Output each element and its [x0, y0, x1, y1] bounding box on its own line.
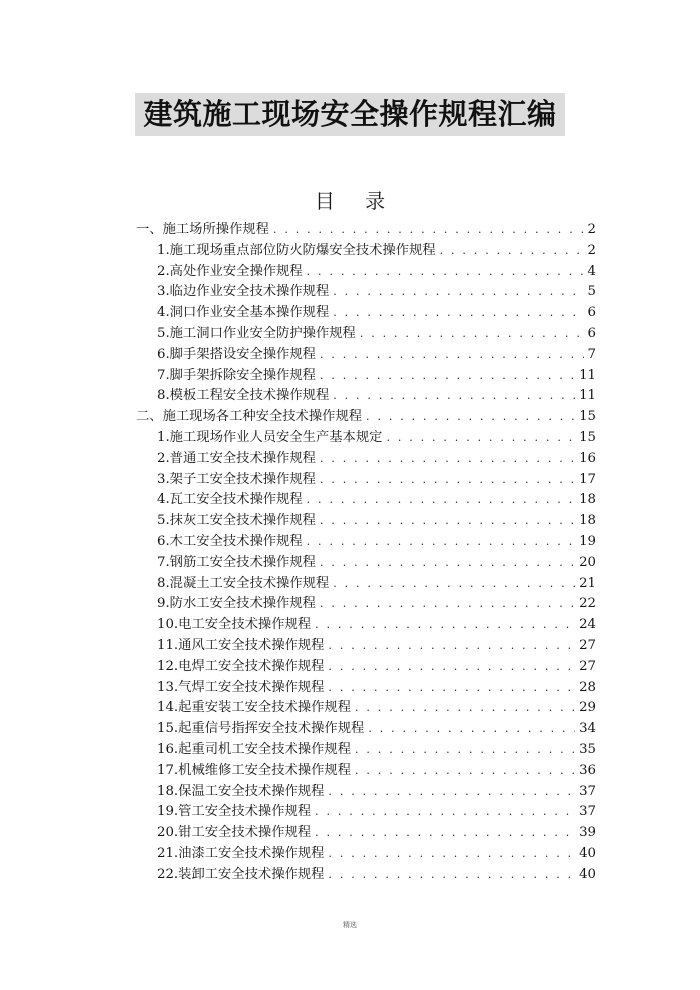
toc-dot-leader — [333, 303, 583, 324]
toc-page-number: 34 — [579, 721, 596, 737]
toc-dot-leader — [328, 678, 575, 699]
toc-page-number: 20 — [579, 554, 596, 570]
toc-page-number: 7 — [587, 346, 596, 362]
toc-entry-label: 20.钳工安全技术操作规程 — [157, 825, 312, 841]
page-footer: 精选 — [343, 921, 357, 929]
toc-item-entry[interactable] — [157, 428, 596, 449]
document-title: 建筑施工现场安全操作规程汇编 — [135, 93, 564, 136]
toc-entry-label: 17.机械维修工安全技术操作规程 — [157, 762, 352, 778]
toc-dot-leader — [320, 553, 575, 574]
toc-page-number: 40 — [579, 866, 596, 882]
toc-item-entry[interactable] — [157, 470, 596, 491]
toc-item-entry[interactable] — [157, 553, 596, 574]
toc-dot-leader — [366, 407, 575, 428]
toc-entry-label: 12.电焊工安全技术操作规程 — [157, 658, 325, 674]
toc-entry-label: 18.保温工安全技术操作规程 — [157, 783, 325, 799]
toc-entry-label: 一、施工场所操作规程 — [136, 222, 269, 237]
toc-item-entry[interactable] — [157, 366, 596, 387]
toc-entry-label: 10.电工安全技术操作规程 — [157, 617, 312, 633]
toc-item-entry[interactable] — [157, 657, 596, 678]
toc-entry-label: 8.模板工程安全技术操作规程 — [157, 388, 330, 404]
toc-page-number: 5 — [587, 284, 596, 300]
toc-dot-leader — [320, 449, 575, 470]
toc-entry-label: 13.气焊工安全技术操作规程 — [157, 679, 325, 695]
toc-page-number: 29 — [579, 700, 596, 716]
toc-dot-leader — [328, 636, 575, 657]
toc-entry-label: 1.施工现场重点部位防火防爆安全技术操作规程 — [157, 242, 436, 258]
toc-item-entry[interactable] — [157, 386, 596, 407]
toc-page-number: 21 — [579, 575, 596, 591]
toc-entry-label: 二、施工现场各工种安全技术操作规程 — [136, 409, 363, 425]
toc-entry-label: 9.防水工安全技术操作规程 — [157, 596, 316, 612]
toc-item-entry[interactable] — [157, 282, 596, 303]
toc-entry-label: 2.高处作业安全操作规程 — [157, 263, 303, 279]
toc-dot-leader — [320, 511, 575, 532]
toc-item-entry[interactable] — [157, 511, 596, 532]
toc-entry-label: 5.抹灰工安全技术操作规程 — [157, 513, 316, 529]
toc-dot-leader — [333, 574, 575, 595]
toc-dot-leader — [333, 282, 583, 303]
toc-page-number: 17 — [579, 471, 596, 487]
toc-entry-label: 8.混凝土工安全技术操作规程 — [157, 575, 330, 591]
toc-item-entry[interactable] — [157, 615, 596, 636]
toc-item-entry[interactable] — [157, 782, 596, 803]
toc-dot-leader — [440, 241, 584, 262]
toc-page-number: 24 — [579, 617, 596, 633]
toc-item-entry[interactable] — [157, 574, 596, 595]
toc-page-number: 22 — [579, 596, 596, 612]
toc-item-entry[interactable] — [157, 262, 596, 283]
toc-item-entry[interactable] — [157, 740, 596, 761]
toc-entry-label: 1.施工现场作业人员安全生产基本规定 — [157, 429, 383, 445]
toc-page-number: 18 — [579, 513, 596, 529]
toc-page-number: 16 — [579, 450, 596, 466]
toc-dot-leader — [320, 470, 575, 491]
toc-page-number: 19 — [579, 533, 596, 549]
toc-page-number: 2 — [587, 222, 596, 237]
toc-entry-label: 11.通风工安全技术操作规程 — [157, 637, 325, 653]
toc-page-number: 40 — [579, 845, 596, 861]
toc-page-number: 15 — [579, 429, 596, 445]
toc-page-number: 39 — [579, 825, 596, 841]
toc-dot-leader — [320, 594, 575, 615]
toc-dot-leader — [386, 428, 575, 449]
toc-item-entry[interactable] — [157, 678, 596, 699]
toc-dot-leader — [307, 490, 575, 511]
toc-entry-label: 4.洞口作业安全基本操作规程 — [157, 305, 330, 321]
toc-item-entry[interactable] — [157, 345, 596, 366]
toc-entry-label: 2.普通工安全技术操作规程 — [157, 450, 316, 466]
toc-dot-leader — [355, 698, 575, 719]
toc-entry-label: 21.油漆工安全技术操作规程 — [157, 845, 325, 861]
toc-entry-label: 15.起重信号指挥安全技术操作规程 — [157, 721, 365, 737]
toc-page-number: 27 — [579, 637, 596, 653]
toc-entry-label: 5.施工洞口作业安全防护操作规程 — [157, 325, 356, 341]
toc-dot-leader — [355, 761, 575, 782]
toc-item-entry[interactable] — [157, 449, 596, 470]
toc-item-entry[interactable] — [157, 823, 596, 844]
title-area — [0, 93, 700, 136]
toc-item-entry[interactable] — [157, 719, 596, 740]
toc-page-number: 35 — [579, 741, 596, 757]
toc-entry-label: 7.钢筋工安全技术操作规程 — [157, 554, 316, 570]
toc-dot-leader — [315, 615, 575, 636]
toc-page-number: 15 — [579, 409, 596, 425]
toc-dot-leader — [315, 823, 575, 844]
toc-page-number: 37 — [579, 783, 596, 799]
toc-page-number: 11 — [579, 388, 596, 404]
toc-entry-label: 4.瓦工安全技术操作规程 — [157, 492, 303, 508]
toc-dot-leader — [315, 802, 575, 823]
toc-page-number: 2 — [587, 242, 596, 258]
toc-dot-leader — [328, 657, 575, 678]
toc-item-entry[interactable] — [157, 698, 596, 719]
toc-entry-label: 3.临边作业安全技术操作规程 — [157, 284, 330, 300]
toc-dot-leader — [307, 532, 575, 553]
toc-item-entry[interactable] — [157, 636, 596, 657]
toc-dot-leader — [328, 844, 575, 865]
toc-entry-label: 16.起重司机工安全技术操作规程 — [157, 741, 352, 757]
toc-item-entry[interactable] — [157, 532, 596, 553]
toc-page-number: 27 — [579, 658, 596, 674]
toc-page-number: 6 — [587, 325, 596, 341]
toc-item-entry[interactable] — [157, 865, 596, 886]
toc-page-number: 11 — [579, 367, 596, 383]
toc-dot-leader — [320, 366, 575, 387]
toc-page-number: 37 — [579, 804, 596, 820]
toc-page-number: 4 — [587, 263, 596, 279]
toc-entry-label: 22.装卸工安全技术操作规程 — [157, 866, 325, 882]
toc-entry-label: 6.木工安全技术操作规程 — [157, 533, 303, 549]
toc-dot-leader — [328, 782, 575, 803]
toc-dot-leader — [307, 262, 584, 283]
toc-dot-leader — [355, 740, 575, 761]
toc-item-entry[interactable] — [157, 303, 596, 324]
toc-entry-label: 3.架子工安全技术操作规程 — [157, 471, 316, 487]
toc-item-entry[interactable] — [157, 594, 596, 615]
toc-page-number: 28 — [579, 679, 596, 695]
toc-dot-leader — [368, 719, 575, 740]
toc-item-entry[interactable] — [157, 490, 596, 511]
toc-entry-label: 19.管工安全技术操作规程 — [157, 804, 312, 820]
toc-item-entry[interactable] — [157, 324, 596, 345]
toc-page-number: 18 — [579, 492, 596, 508]
toc-item-entry[interactable] — [157, 844, 596, 865]
toc-dot-leader — [360, 324, 584, 345]
toc-section-entry[interactable] — [136, 407, 596, 428]
toc-item-entry[interactable] — [157, 761, 596, 782]
toc-item-entry[interactable] — [157, 241, 596, 262]
toc-heading: 目 录 — [314, 189, 398, 213]
toc-entry-label: 7.脚手架拆除安全操作规程 — [157, 367, 316, 383]
toc-item-entry[interactable] — [157, 802, 596, 823]
toc-entry-label: 6.脚手架搭设安全操作规程 — [157, 346, 316, 362]
toc-dot-leader — [333, 386, 575, 407]
toc-page-number: 6 — [587, 305, 596, 321]
toc-page-number: 36 — [579, 762, 596, 778]
toc-dot-leader — [273, 220, 584, 241]
toc-section-entry[interactable] — [136, 220, 596, 241]
toc-dot-leader — [320, 345, 584, 366]
table-of-contents — [0, 220, 700, 886]
toc-entry-label: 14.起重安装工安全技术操作规程 — [157, 700, 352, 716]
toc-dot-leader — [328, 865, 575, 886]
